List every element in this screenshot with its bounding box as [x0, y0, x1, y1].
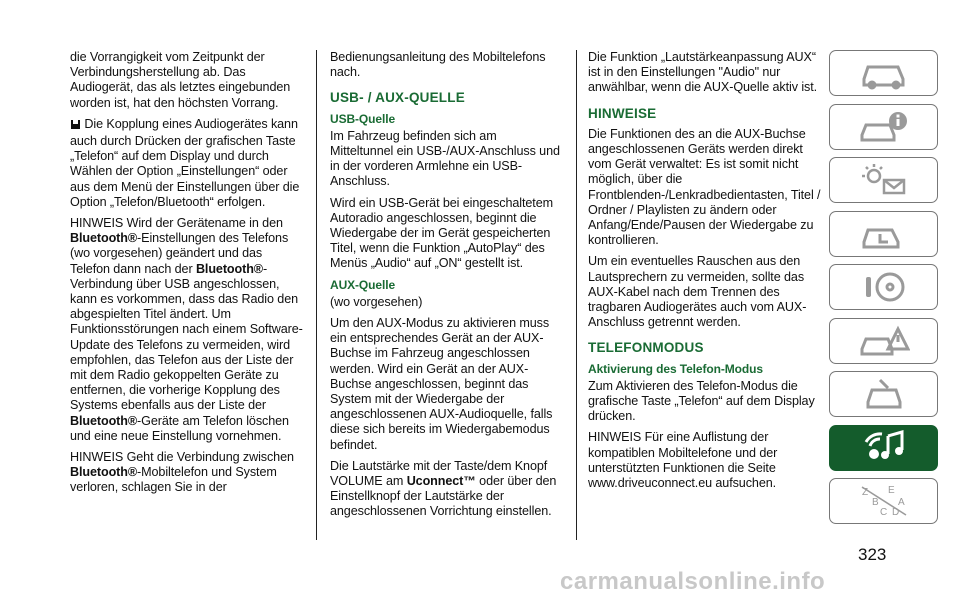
- text: -Verbindung über USB angeschlossen, kann es vorkommen, dass das Radio den abgespielten Titel ändert. Um Funktionsstörungen nach einem Software-Update des Telefons zu vermeiden, wird empfohlen, das Telefon aus der Liste der mit dem Radio gekoppelten Geräte zu entfernen, die vorherige Kopplung des Systems ebenfalls aus der Liste der: [70, 261, 303, 413]
- paragraph: [70, 450, 303, 496]
- paragraph: Die Funktionen des an die AUX-Buchse angeschlossenen Geräts werden direkt vom Gerät verwaltet: Es ist somit nicht möglich, über die Frontblenden-/Lenkradbedientasten, Titel / Ordner / Playlisten zu ändern oder Anfang/Ende/Pausen der Wiedergabe zu kontrollieren.: [588, 126, 821, 248]
- svg-text:Z: Z: [861, 487, 868, 498]
- subheading: Aktivierung des Telefon-Modus: [588, 361, 763, 376]
- paragraph: [330, 459, 563, 520]
- tab-seat[interactable]: [829, 211, 938, 257]
- text: HINWEIS Geht die Verbindung zwischen: [70, 450, 294, 465]
- text: HINWEIS Wird der Gerätename in den: [70, 216, 283, 231]
- page-number: 323: [858, 545, 887, 564]
- light-message-icon: [858, 162, 910, 198]
- subheading: AUX-Quelle: [330, 277, 396, 292]
- paragraph-text: Die Kopplung eines Audiogerätes kann auch durch Drücken der grafischen Taste „Telefon“ auf dem Display und durch Wählen der Option „Einstellungen“ oder aus dem Menü der Einstellungen über die Option „Telefon/Bluetooth“ erfolgen.: [70, 116, 300, 209]
- bold-text: Bluetooth®: [70, 231, 138, 246]
- tab-steering[interactable]: [829, 264, 938, 310]
- paragraph: Im Fahrzeug befinden sich am Mitteltunnel ein USB-/AUX-Anschluss und in der vorderen Armlehne ein USB-Anschluss.: [330, 128, 560, 189]
- index-letters-icon: [858, 483, 910, 519]
- section-heading: HINWEISE: [588, 105, 657, 121]
- bold-text: Uconnect™: [406, 474, 476, 489]
- section-heading: TELEFONMODUS: [588, 340, 704, 356]
- text: oder über den Einstellknopf der Lautstärke der angeschlossenen Vorrichtung einstellen.: [330, 474, 557, 519]
- bold-text: Bluetooth®: [70, 413, 138, 428]
- svg-text:A: A: [897, 497, 905, 508]
- car-info-icon: [858, 109, 910, 145]
- paragraph: Die Funktion „Lautstärkeanpassung AUX“ ist in den Einstellungen "Audio" nur anwählbar, wenn die AUX-Quelle aktiv ist.: [588, 50, 818, 95]
- paragraph: [70, 216, 303, 444]
- car-tools-icon: [858, 376, 910, 412]
- multimedia-icon: [858, 430, 910, 466]
- tab-car-info[interactable]: [829, 104, 938, 150]
- paragraph: HINWEIS Für eine Auflistung der kompatiblen Mobiltelefone und der unterstützten Funktionen die Seite www.driveuconnect.eu aufsuchen.: [588, 430, 778, 491]
- tab-multimedia[interactable]: [829, 425, 938, 471]
- paragraph: [70, 117, 303, 210]
- tab-warning[interactable]: [829, 318, 938, 364]
- text: -Mobiltelefon und System verloren, schlagen Sie in der: [70, 465, 277, 495]
- text: -Geräte am Telefon löschen und eine neue Einstellung vornehmen.: [70, 413, 289, 443]
- car-icon: [858, 55, 910, 91]
- text-column-1: [70, 50, 303, 502]
- chapter-tabs: [829, 50, 940, 532]
- subheading: USB-Quelle: [330, 111, 396, 126]
- tab-lights-messages[interactable]: [829, 157, 938, 203]
- column-divider: [316, 50, 317, 540]
- tab-car[interactable]: [829, 50, 938, 96]
- svg-text:D: D: [891, 507, 899, 518]
- warning-car-icon: [858, 323, 910, 359]
- bookmark-icon: [70, 119, 81, 134]
- bold-text: Bluetooth®: [195, 261, 263, 276]
- svg-text:C: C: [879, 507, 887, 518]
- column-divider: [576, 50, 577, 540]
- text: -Einstellungen des Telefons (wo vorgesehen) geändert und das Telefon dann nach der: [70, 231, 289, 276]
- section-heading: USB- / AUX-QUELLE: [330, 90, 465, 106]
- text-column-3: [588, 50, 821, 497]
- tab-index[interactable]: [829, 478, 938, 524]
- paragraph: (wo vorgesehen): [330, 294, 423, 309]
- svg-text:E: E: [887, 485, 895, 496]
- watermark: carmanualsonline.info: [560, 568, 826, 595]
- paragraph: Um den AUX-Modus zu aktivieren muss ein entsprechendes Gerät an der AUX-Buchse im Fahrzeug angeschlossen werden. Wird ein Gerät an der AUX-Buchse angeschlossen, beginnt das System mit der Wiedergabe der angeschlossenen AUX-Audioquelle, falls diese sich bereits im Wiedergabemodus befindet.: [330, 316, 553, 452]
- text-column-2: [330, 50, 563, 526]
- paragraph: die Vorrangigkeit vom Zeitpunkt der Verbindungsherstellung ab. Das Audiogerät, das als letztes eingebunden worden ist, hat den höchsten Vorrang.: [70, 50, 291, 110]
- tab-tools[interactable]: [829, 371, 938, 417]
- paragraph: Zum Aktivieren des Telefon-Modus die grafische Taste „Telefon“ auf dem Display drücken.: [588, 378, 815, 424]
- svg-text:B: B: [871, 497, 879, 508]
- paragraph: Wird ein USB-Gerät bei eingeschaltetem Autoradio angeschlossen, beginnt die Wiedergabe der im Gerät gespeicherten Titel, wenn die Funktion „AutoPlay“ des Menüs „Audio“ auf „ON“ gestellt ist.: [330, 195, 553, 271]
- paragraph: Bedienungsanleitung des Mobiltelefons nach.: [330, 50, 546, 80]
- paragraph: Um ein eventuelles Rauschen aus den Lautsprechern zu vermeiden, sollte das AUX-Kabel nach dem Trennen des tragbaren Audiogerätes auch vom AUX-Anschluss getrennt werden.: [588, 254, 807, 330]
- seat-car-icon: [858, 216, 910, 252]
- steering-wheel-icon: [858, 269, 910, 305]
- text: Die Lautstärke mit der Taste/dem Knopf VOLUME am: [330, 458, 548, 489]
- bold-text: Bluetooth®: [70, 465, 138, 480]
